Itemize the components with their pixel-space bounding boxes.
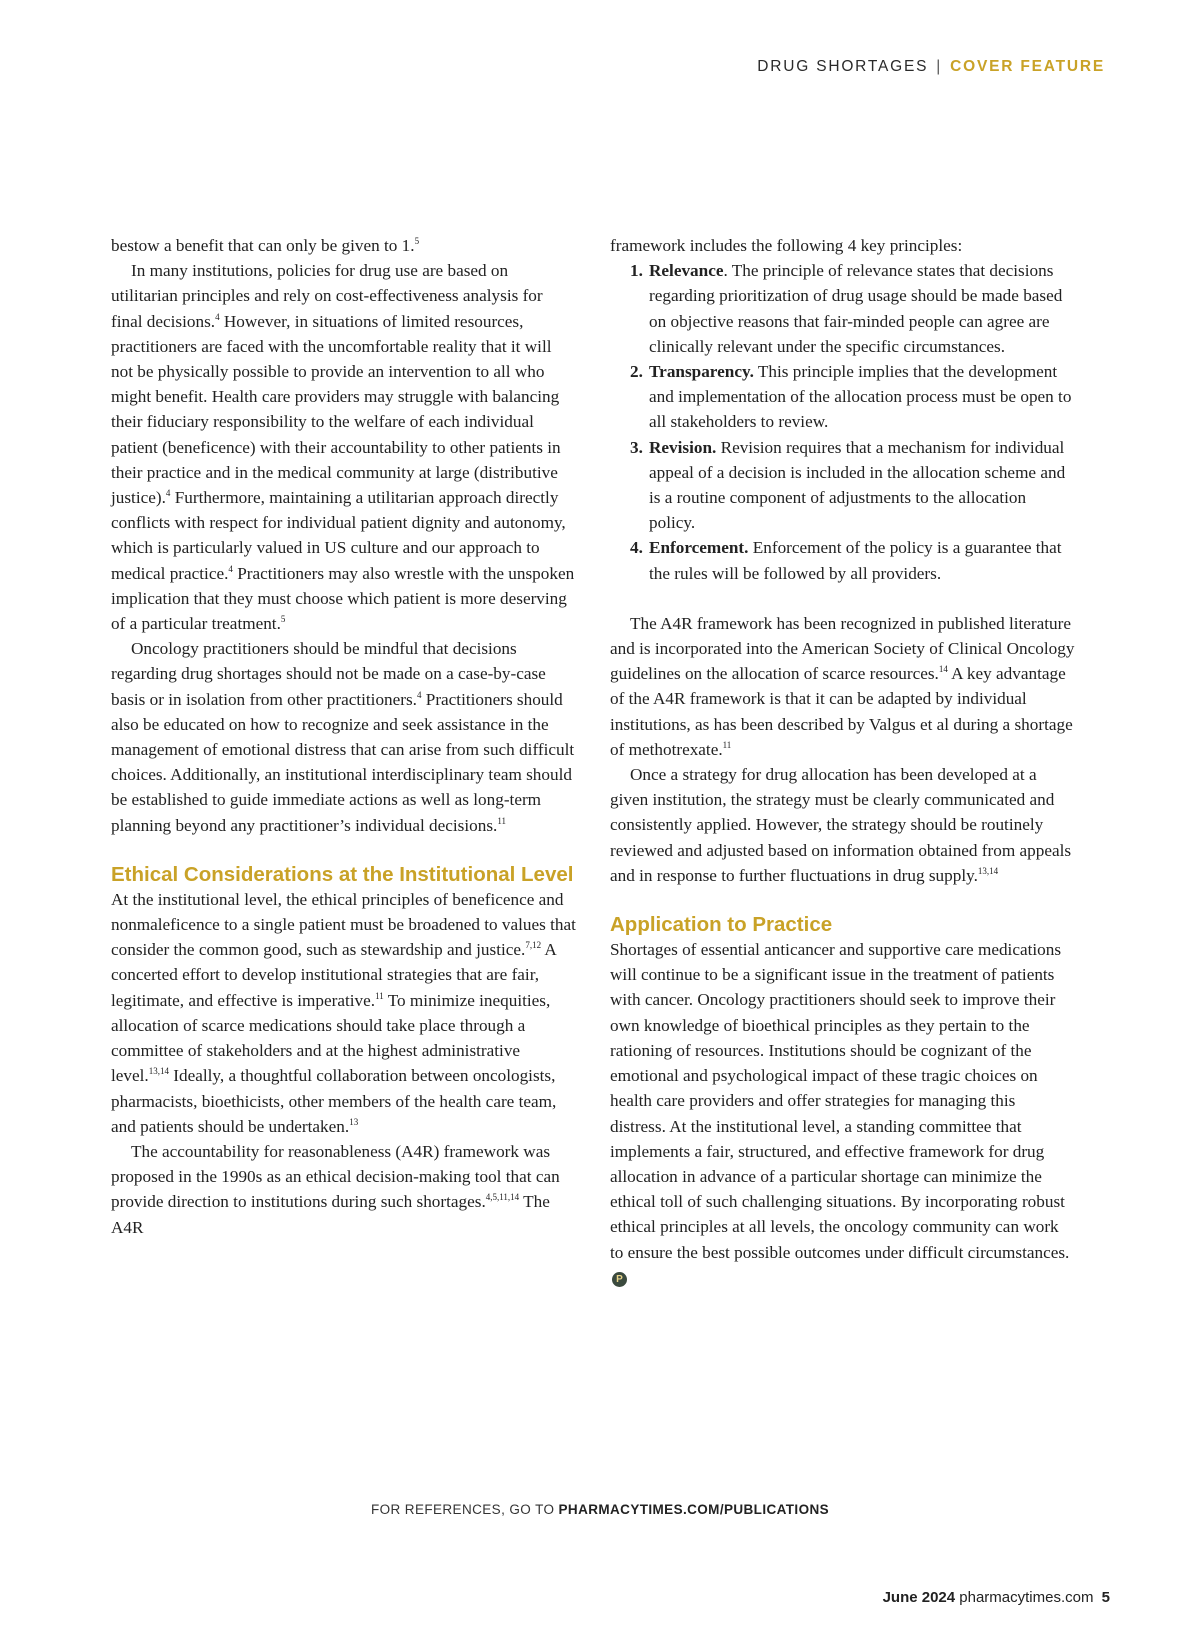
section-heading: Ethical Considerations at the Institutional Level	[111, 862, 574, 886]
left-column	[111, 233, 576, 1240]
issue-date: June 2024	[882, 1589, 956, 1606]
spacer	[610, 586, 1075, 611]
list-item: 2. Transparency. This principle implies that the development and implementation of the allocation process must be open to all stakeholders to review.	[610, 359, 1075, 435]
running-head	[757, 58, 1105, 76]
site-name: pharmacytimes.com	[959, 1589, 1094, 1606]
citation: 13,14	[148, 1066, 169, 1077]
citation: 4,5,11,14	[485, 1192, 520, 1203]
paragraph: Once a strategy for drug allocation has been developed at a given institution, the strategy must be clearly communicated and consistently applied. However, the strategy should be routinely reviewed and adjusted based on information obtained from appeals and in response to further fluctuations in drug supply.$^{13,14}$	[610, 765, 1072, 885]
section-heading: Application to Practice	[610, 913, 833, 937]
citation: 5	[414, 236, 420, 246]
paragraph: Oncology practitioners should be mindful that decisions regarding drug shortages should not be made on a case-by-case basis or in isolation from other practitioners.$^4$ Practitioners should also be educated on how to recognize and seek assistance in the management of emotional distress that can arise from such difficult choices. Additionally, an institutional interdisciplinary team should be established to guide immediate actions as well as long-term planning beyond any practitioner’s individual decisions.$^{11}$	[111, 639, 575, 835]
citation: 4	[228, 563, 233, 574]
principle-term: Enforcement.	[649, 538, 749, 558]
references-note: FOR REFERENCES, GO TO PHARMACYTIMES.COM/PUBLICATIONS	[370, 1502, 830, 1517]
citation: 4	[416, 689, 422, 700]
citation: 14	[938, 664, 948, 675]
paragraph: In many institutions, policies for drug use are based on utilitarian principles and rely on cost-effectiveness analysis for final decisions.$^4$ However, in situations of limited resources, practitioners are faced with the uncomfortable reality that it will not be physically possible to provide an intervention to all who might benefit. Health care providers may struggle with balancing their fiduciary responsibility to the welfare of each individual patient (beneficence) with their accountability to other patients in their practice and in the medical community at large (distributive justice).$^4$ Furthermore, maintaining a utilitarian approach directly conflicts with respect for individual patient dignity and autonomy, which is particularly valued in US culture and our approach to medical practice.$^4$ Practitioners may also wrestle with the unspoken implication that they must choose which patient is more deserving of a particular treatment.$^5$	[111, 261, 575, 634]
section-label: DRUG SHORTAGES	[757, 58, 929, 75]
principle-term: Transparency.	[649, 362, 754, 382]
pharmacy-times-end-icon: P	[612, 1272, 627, 1287]
citation: 13,14	[977, 865, 999, 876]
principle-term: Relevance	[649, 261, 724, 281]
paragraph: framework includes the following 4 key principles:	[610, 236, 963, 255]
citation: 4	[165, 488, 171, 499]
citation: 13	[349, 1116, 359, 1127]
feature-label: COVER FEATURE	[950, 58, 1105, 75]
paragraph: bestow a benefit that can only be given to 1.$^5$	[111, 236, 420, 255]
citation: 5	[280, 614, 286, 625]
paragraph: The A4R framework has been recognized in published literature and is incorporated into the American Society of Clinical Oncology guidelines on the allocation of scarce resources.$^{14}$ A key advantage of the A4R framework is that it can be adapted by individual institutions, as has been described by Valgus et al during a shortage of methotrexate.$^{11}$	[610, 613, 1075, 759]
citation: 7,12	[525, 940, 542, 951]
paragraph: At the institutional level, the ethical principles of beneficence and nonmaleficence to a single patient must be broadened to values that consider the common good, such as stewardship and justice.$^{7,12}$ A concerted effort to develop institutional strategies that are fair, legitimate, and effective is imperative.$^{11}$ To minimize inequities, allocation of scarce medications should take place through a committee of stakeholders and at the highest administrative level.$^{13,14}$ Ideally, a thoughtful collaboration between oncologists, pharmacists, bioethicists, other members of the health care team, and patients should be undertaken.$^{13}$	[111, 889, 576, 1136]
principle-term: Revision.	[649, 437, 717, 457]
citation: 4	[215, 311, 220, 322]
paragraph: Shortages of essential anticancer and supportive care medications will continue to be a significant issue in the treatment of patients with cancer. Oncology practitioners should seek to improve their own knowledge of bioethical principles as they pertain to the rationing of resources. Institutions should be cognizant of the emotional and psychological impact of these tragic choices on health care providers and offer strategies for managing this distress. At the institutional level, a standing committee that implements a fair, structured, and effective framework for drug allocation in advance of a particular shortage can minimize the ethical toll of such challenging situations. By incorporating robust ethical principles at all levels, the oncology community can work to ensure the best possible outcomes under difficult circumstances. P	[610, 940, 1070, 1285]
list-item: 3. Revision. Revision requires that a mechanism for individual appeal of a decision is included in the allocation scheme and is a routine component of adjustments to the allocation policy.	[610, 435, 1075, 536]
list-item: 1. Relevance. The principle of relevance states that decisions regarding prioritization of drug usage should be made based on objective reasons that fair-minded people can agree are clinically relevant under the specific circumstances.	[610, 258, 1075, 359]
list-number: 2.	[630, 362, 643, 382]
right-column	[610, 233, 1075, 1290]
list-number: 3.	[630, 437, 643, 457]
page-number: 5	[1101, 1589, 1110, 1606]
citation: 11	[497, 815, 506, 826]
paragraph: The accountability for reasonableness (A4R) framework was proposed in the 1990s as an ethical decision-making tool that can provide direction to institutions during such shortages.$^{4,5,11,14}$ The A4R	[111, 1141, 560, 1237]
list-number: 4.	[630, 538, 643, 558]
references-link[interactable]: PHARMACYTIMES.COM/PUBLICATIONS	[558, 1502, 830, 1517]
citation: 11	[722, 739, 732, 750]
header-separator: |	[936, 58, 943, 75]
page-footer	[883, 1589, 1110, 1606]
principles-list	[610, 258, 1075, 586]
list-number: 1.	[630, 261, 643, 281]
list-item: 4. Enforcement. Enforcement of the policy is a guarantee that the rules will be followed by all providers.	[610, 535, 1075, 585]
citation: 11	[375, 990, 384, 1001]
